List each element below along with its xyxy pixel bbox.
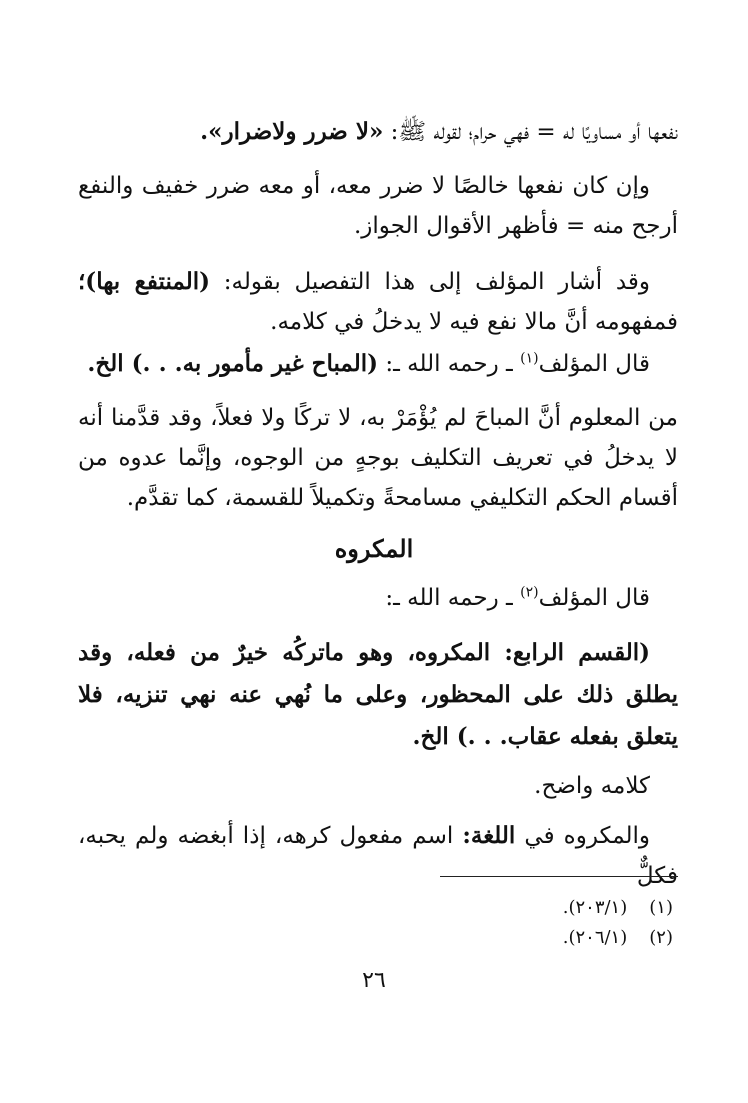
hadith-quote: «لا ضرر ولاضرار». bbox=[200, 118, 384, 145]
paragraph-2: وإن كان نفعها خالصًا لا ضرر معه، أو معه ضرر خفيف والنفع أرجح منه = فأظهر الأقوال الجواز. bbox=[78, 173, 678, 239]
paragraph-9-rest: اسم مفعول كرهه، إذا أبغضه ولم يحبه، فكلٌّ bbox=[78, 823, 678, 889]
footnote-divider bbox=[440, 876, 678, 877]
paragraph-3 bbox=[78, 262, 678, 342]
paragraph-7: (القسم الرابع: المكروه، وهو ماتركُه خيرٌ من فعله، وقد يطلق ذلك على المحظور، وعلى ما نُهي عنه نهي تنزيه، فلا يتعلق بفعله عقاب. . .) الخ. bbox=[78, 639, 678, 750]
paragraph-4-mid: ـ رحمه الله ـ: bbox=[385, 351, 513, 377]
footnote-1 bbox=[563, 896, 673, 920]
paragraph-6-text: قال المؤلف bbox=[538, 585, 650, 611]
footnote-2-text: (٢٠٦/١). bbox=[562, 927, 628, 948]
paragraph-6 bbox=[78, 578, 678, 618]
paragraph-1-text: نفعها أو مساويًا له = فهي حرام؛ لقوله ﷺ: bbox=[390, 119, 678, 145]
footnote-1-text: (٢٠٣/١). bbox=[562, 897, 628, 918]
paragraph-3-quote: (المنتفع بها)؛ bbox=[78, 268, 210, 295]
footnote-ref-2: (٢) bbox=[520, 584, 539, 601]
paragraph-1 bbox=[78, 112, 678, 152]
footnote-1-number: (١) bbox=[649, 897, 673, 918]
paragraph-8: كلامه واضح. bbox=[534, 773, 650, 799]
paragraph-3-rest: فمفهومه أنَّ مالا نفع فيه لا يدخلُ في كلامه. bbox=[270, 309, 678, 335]
paragraph-3-text: وقد أشار المؤلف إلى هذا التفصيل بقوله: bbox=[223, 269, 651, 295]
paragraph-4-quote: (المباح غير مأمور به. . .) الخ. bbox=[87, 350, 379, 377]
paragraph-9 bbox=[78, 816, 678, 896]
footnote-ref-1: (١) bbox=[520, 350, 539, 367]
paragraph-4-text: قال المؤلف bbox=[538, 351, 650, 377]
paragraph-5: من المعلوم أنَّ المباحَ لم يُؤْمَرْ به، لا تركًا ولا فعلاً، وقد قدَّمنا أنه لا يدخلُ في تعريف التكليف بوجهٍ من الوجوه، وإنَّما عدوه من أقسام الحكم التكليفي مسامحةً وتكميلاً للقسمة، كما تقدَّم. bbox=[78, 405, 678, 511]
paragraph-9-bold: اللغة: bbox=[462, 822, 516, 849]
page-number: ٢٦ bbox=[362, 968, 386, 993]
paragraph-6-mid: ـ رحمه الله ـ: bbox=[385, 585, 513, 611]
footnote-2-number: (٢) bbox=[649, 927, 673, 948]
footnote-2 bbox=[563, 926, 673, 950]
section-heading: المكروه bbox=[334, 534, 414, 563]
paragraph-4 bbox=[78, 344, 678, 384]
paragraph-9-text: والمكروه في bbox=[524, 823, 651, 849]
